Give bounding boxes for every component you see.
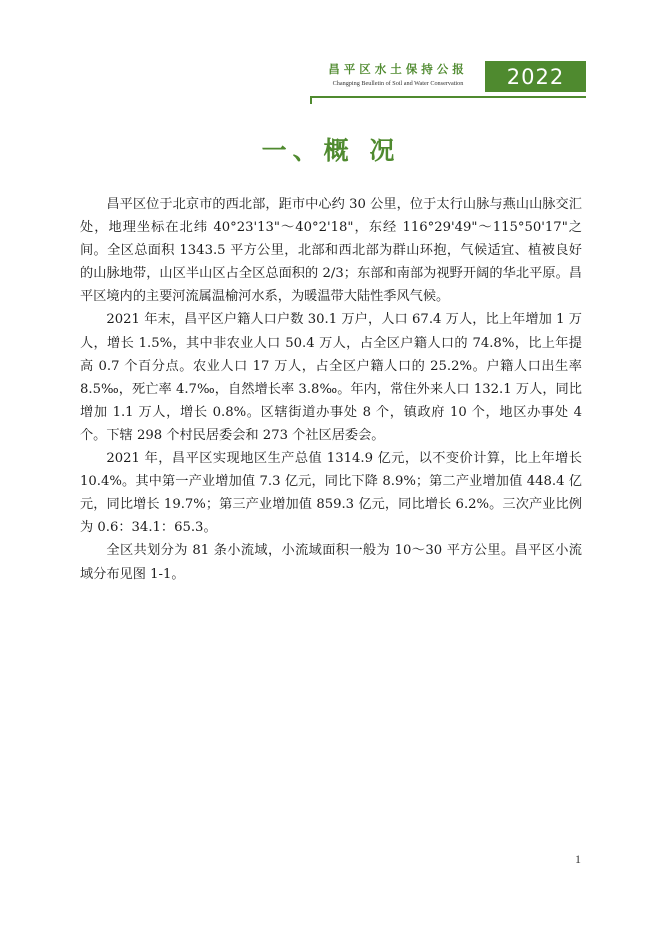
year-badge: 2022 [485, 61, 586, 92]
paragraph-population: 2021 年末，昌平区户籍人口户数 30.1 万户，人口 67.4 万人，比上年增加 1 万人，增长 1.5%，其中非农业人口 50.4 万人，占全区户籍人口的 74.8%，比上年提高 0.7 个百分点。农业人口 17 万人，占全区户籍人口的 25.2%。户籍人口出生率 8.5‰，死亡率 4.7‰，自然增长率 3.8‰。年内，常住外来人口 132.1 万人，同比增加 1.1 万人，增长 0.8%。区辖街道办事处 8 个，镇政府 10 个，地区办事处 4 个。下辖 298 个村民居委会和 273 个社区居委会。 [80, 312, 582, 443]
paragraph-economy: 2021 年，昌平区实现地区生产总值 1314.9 亿元，以不变价计算，比上年增长 10.4%。其中第一产业增加值 7.3 亿元，同比下降 8.9%；第二产业增加值 448.4 亿元，同比增长 19.7%；第三产业增加值 859.3 亿元，同比增长 6.2%。三次产业比例为 0.6：34.1：65.3。 [80, 451, 582, 536]
page-number: 1 [575, 852, 581, 866]
bulletin-subtitle: Changping Beulletin of Soil and Water Conservation [332, 80, 464, 87]
paragraph-location: 昌平区位于北京市的西北部，距市中心约 30 公里，位于太行山脉与燕山山脉交汇处，地理坐标在北纬 40°23'13"～40°2'18"，东经 116°29'49"～115°50'17"之间。全区总面积 1343.5 平方公里，北部和西北部为群山环抱，气候适宜、植被良好的山脉地带，山区半山区占全区总面积的 2/3；东部和南部为视野开阔的华北平原。昌平区境内的主要河流属温榆河水系，为暖温带大陆性季风气候。 [80, 197, 582, 305]
header-divider [312, 96, 586, 98]
page-header [0, 0, 662, 110]
body-text [80, 193, 582, 586]
header-divider-tick [310, 96, 312, 104]
paragraph-watersheds: 全区共划分为 81 条小流域，小流域面积一般为 10～30 平方公里。昌平区小流域分布见图 1-1。 [80, 543, 582, 582]
bulletin-title: 昌平区水土保持公报 [328, 62, 468, 76]
section-title: 一、概 况 [261, 136, 401, 165]
